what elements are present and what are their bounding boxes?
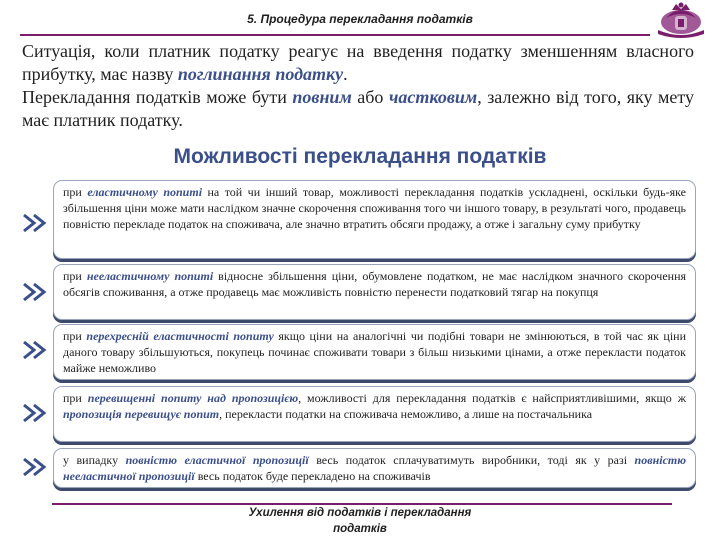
list-item-demand-exceeds-supply — [53, 386, 696, 442]
intro-p2-start: Перекладання податків може бути — [22, 87, 293, 107]
item-prefix: у випадку — [63, 453, 126, 467]
intro-p1-end: . — [343, 64, 348, 84]
header-divider — [20, 34, 650, 36]
item-highlight: повністю еластичної пропозиції — [125, 453, 309, 467]
footer-line-2: податків — [333, 523, 387, 535]
royal-crest-icon — [652, 0, 710, 38]
item-text-mid: весь податок сплачуватимуть виробники, тоді як у разі — [308, 453, 635, 467]
item-text: , перекласти податки на споживача неможливо, а лише на постачальника — [219, 406, 593, 421]
intro-p2-highlight-partial: частковим — [388, 87, 478, 107]
double-chevron-right-icon — [22, 213, 50, 233]
list-item-supply-elasticity — [53, 448, 696, 488]
item-highlight: перевищенні попиту над пропозицією — [87, 391, 299, 405]
double-chevron-right-icon — [22, 403, 50, 423]
intro-paragraph-1 — [22, 40, 694, 86]
item-prefix: при — [63, 269, 87, 283]
intro-p2-mid: або — [351, 87, 389, 107]
intro-paragraph-2 — [22, 86, 694, 132]
intro-p2-end: , залежно від того, яку мету має платник податку. — [22, 87, 694, 130]
item-text: на той чи інший товар, можливості перекладання податків ускладнені, оскільки будь-яке збільшення ціни може мати наслідком значне скорочення споживання того чи іншого товару, в результаті чого, продавець повністю перекладе податок на споживача, але значно втратить обсяги продажу, а отже і загальну суму прибутку — [63, 185, 687, 231]
item-highlight-2: пропозиція перевищує попит — [63, 406, 220, 421]
double-chevron-right-icon — [22, 457, 50, 477]
section-title: Можливості перекладання податків — [173, 145, 547, 168]
item-prefix: при — [63, 391, 88, 405]
item-text: весь податок буде перекладено на споживачів — [194, 468, 431, 483]
double-chevron-right-icon — [22, 340, 50, 360]
item-prefix: при — [63, 329, 87, 343]
intro-p2-highlight-full: повним — [292, 87, 352, 107]
footer-title — [0, 505, 720, 537]
list-item-elastic-demand — [53, 180, 696, 259]
intro-p1-text: Ситуація, коли платник податку реагує на введення податку зменшенням власного прибутку, має назву — [22, 41, 694, 84]
item-text-mid: , можливості для перекладання податків є найсприятливішими, якщо ж — [298, 391, 687, 405]
intro-p1-highlight: поглинання податку — [177, 64, 344, 84]
item-highlight: нееластичному попиті — [86, 269, 214, 283]
item-text: відносне збільшення ціни, обумовлене податком, не має наслідком значного скорочення обсягів споживання, а отже продавець має можливість повністю перенести податковий тягар на покупця — [63, 269, 687, 299]
list-item-inelastic-demand — [53, 264, 696, 320]
item-prefix: при — [63, 185, 88, 199]
item-text: якщо ціни на аналогічні чи подібні товари не змінюються, в той час як ціни даного товару збільшуються, покупець починає споживати товари з більш низькими цінами, а отже перекласти податок майже неможливо — [63, 329, 687, 375]
item-highlight: перехресній еластичності попиту — [86, 329, 274, 343]
list-item-cross-elasticity — [53, 324, 696, 380]
item-highlight-2: повністю нееластичної пропозиції — [63, 453, 686, 483]
page-header-title: 5. Процедура перекладання податків — [247, 12, 473, 26]
intro-text-block — [22, 40, 694, 132]
item-highlight: еластичному попиті — [87, 185, 203, 199]
double-chevron-right-icon — [22, 282, 50, 302]
footer-line-1: Ухилення від податків і перекладання — [248, 507, 472, 519]
